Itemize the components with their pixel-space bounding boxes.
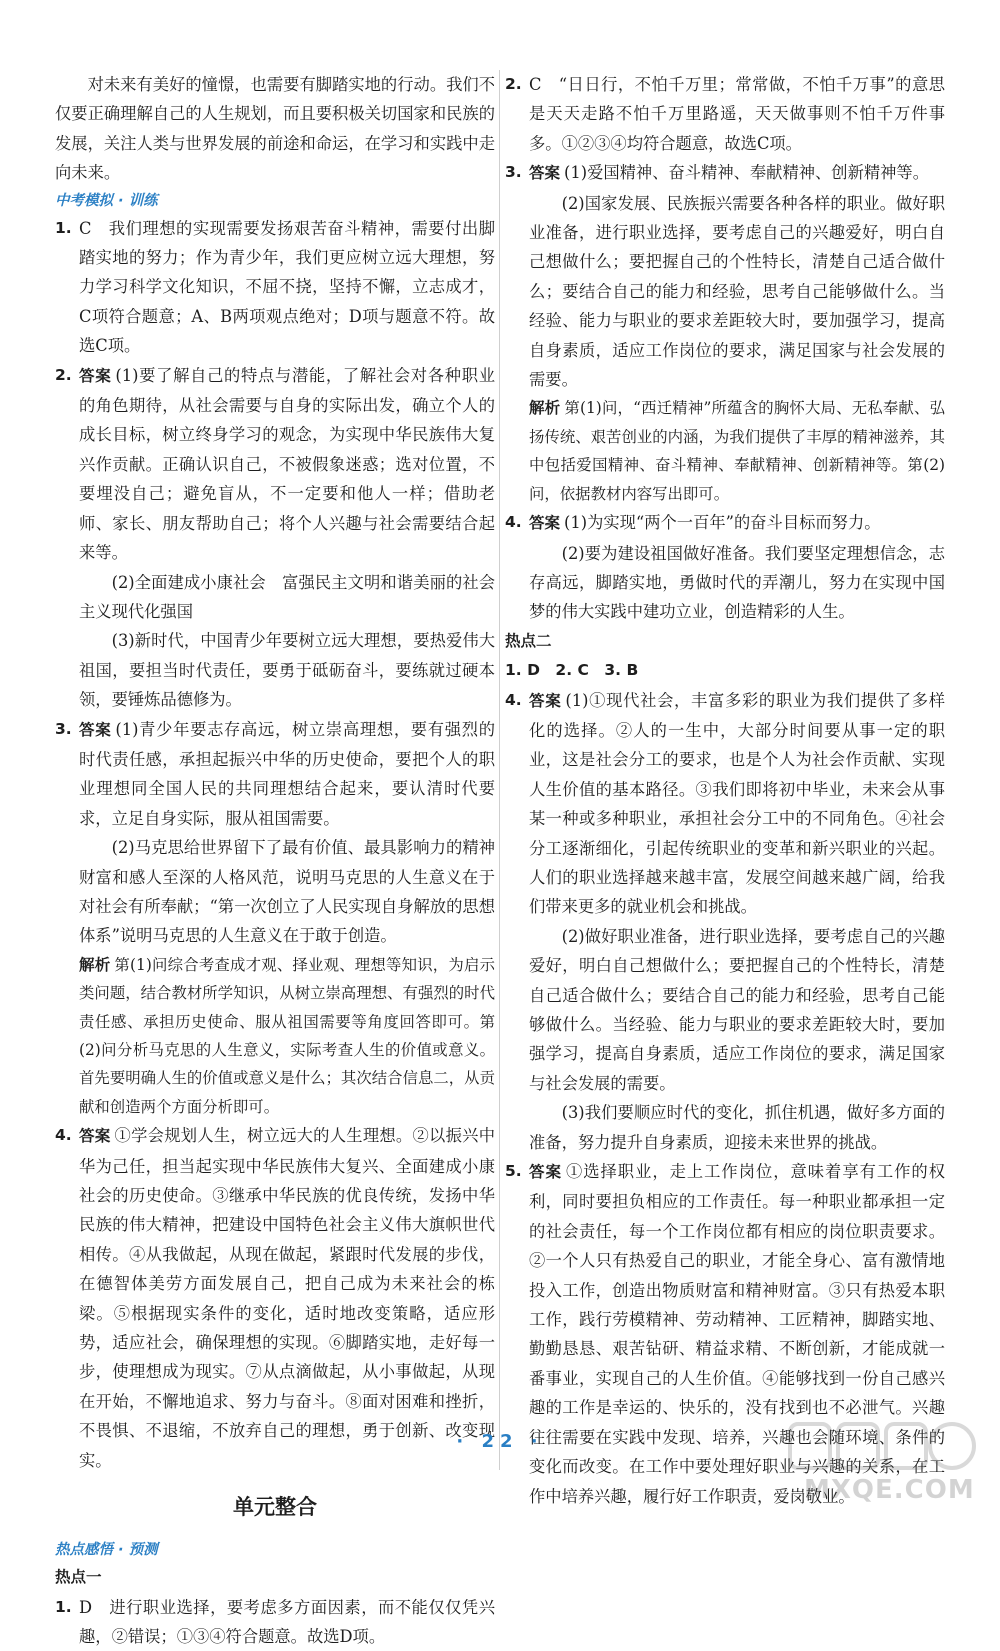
answer-part-1: (1)要了解自己的特点与潜能，了解社会对各种职业的角色期待，从社会需要与自身的实际出发，确立个人的成长目标，树立终身学习的观念，为实现中华民族伟大复兴作贡献。正确认识自己，不被假象迷惑；选对位置，不要埋没自己；避免盲从，不一定要和他人一样；借助老师、家长、朋友帮助自己；将个人兴趣与社会需要结合起来等。 bbox=[79, 366, 495, 562]
question-number: 4. bbox=[505, 508, 522, 537]
hot2-question-4 bbox=[505, 686, 945, 1158]
question-number: 5. bbox=[505, 1157, 522, 1186]
analysis bbox=[529, 394, 945, 508]
hot-question-2 bbox=[505, 70, 945, 158]
watermark bbox=[788, 1418, 978, 1508]
multiple-choice-answers: 1. D 2. C 3. B bbox=[505, 656, 945, 685]
question-number: 1. bbox=[55, 214, 72, 243]
answer-label: 答案 bbox=[529, 164, 560, 182]
analysis-label: 解析 bbox=[79, 956, 110, 974]
answer-label: 答案 bbox=[79, 721, 111, 739]
left-column bbox=[55, 70, 495, 1651]
watermark-text: MXQE.COM bbox=[804, 1476, 975, 1505]
answer-label: 答案 bbox=[529, 692, 561, 710]
unit-title: 单元整合 bbox=[55, 1481, 495, 1533]
analysis-body: 第(1)问，“西迁精神”所蕴含的胸怀大局、无私奉献、弘扬传统、艰苦创业的内涵，为我们提供了丰厚的精神滋养，其中包括爱国精神、奋斗精神、奉献精神、创新精神等。第(2)问，依据教材内容写出即可。 bbox=[529, 399, 945, 502]
question-body: C “日日行，不怕千万里；常常做，不怕千万事”的意思是天天走路不怕千万里路遥，天天做事则不怕千万件事多。①②③④均符合题意，故选C项。 bbox=[529, 75, 945, 153]
answer-part-1: (1)①现代社会，丰富多彩的职业为我们提供了多样化的选择。②人的一生中，大部分时间要从事一定的职业，这是社会分工的要求，也是个人为社会作贡献、实现人生价值的基本路径。③我们即将初中毕业，未来会从事某一种或多种职业，承担社会分工中的不同角色。④社会分工逐渐细化，引起传统职业的变革和新兴职业的兴起。人们的职业选择越来越丰富，发展空间越来越广阔，给我们带来更多的就业机会和挑战。 bbox=[529, 691, 945, 917]
question-number: 3. bbox=[505, 158, 522, 187]
section-tag-hot-topics: 热点感悟 · 预测 bbox=[55, 1537, 495, 1563]
question-number: 2. bbox=[505, 70, 522, 99]
answer-label: 答案 bbox=[529, 1163, 562, 1181]
question-body: C 我们理想的实现需要发扬艰苦奋斗精神，需要付出脚踏实地的努力；作为青少年，我们更应树立远大理想，努力学习科学文化知识，不屈不挠，坚持不懈，立志成才，C项符合题意；A、B两项观点绝对；D项与题意不符。故选C项。 bbox=[79, 219, 495, 356]
answer-part-1: (1)爱国精神、奋斗精神、奉献精神、创新精神等。 bbox=[564, 163, 929, 182]
question-1 bbox=[55, 214, 495, 361]
intro-paragraph: 对未来有美好的憧憬，也需要有脚踏实地的行动。我们不仅要正确理解自己的人生规划，而且要积极关切国家和民族的发展，关注人类与世界发展的前途和命运，在学习和实践中走向未来。 bbox=[55, 70, 495, 188]
question-number: 2. bbox=[55, 361, 72, 390]
hot-question-1 bbox=[55, 1593, 495, 1651]
answer-part-2: (2)做好职业准备，进行职业选择，要考虑自己的兴趣爱好，明白自己想做什么；要把握自己的个性特长，清楚自己适合做什么；要结合自己的能力和经验，思考自己能够做什么。当经验、能力与职业的要求差距较大时，要加强学习，提高自身素质，适应工作岗位的要求，满足国家与社会发展的需要。 bbox=[529, 922, 945, 1098]
hot-question-4 bbox=[505, 508, 945, 627]
analysis-body: 第(1)问综合考查成才观、择业观、理想等知识，为启示类问题，结合教材所学知识，从树立崇高理想、有强烈的时代责任感、承担历史使命、服从祖国需要等角度回答即可。第(2)问分析马克思的人生意义，实际考查人生的价值或意义。首先要明确人生的价值或意义是什么；其次结合信息二，从贡献和创造两个方面分析即可。 bbox=[79, 956, 495, 1116]
answer-part-1: (1)青少年要志存高远，树立崇高理想，要有强烈的时代责任感，承担起振兴中华的历史使命，要把个人的职业理想同全国人民的共同理想结合起来，要认清时代要求，立足自身实际，服从祖国需要。 bbox=[79, 720, 495, 828]
question-4 bbox=[55, 1121, 495, 1475]
answer-label: 答案 bbox=[79, 1127, 111, 1145]
answer-label: 答案 bbox=[529, 514, 560, 532]
answer-part-3: (3)我们要顺应时代的变化，抓住机遇，做好多方面的准备，努力提升自身素质，迎接未来世界的挑战。 bbox=[529, 1098, 945, 1157]
answer-part-3: (3)新时代，中国青少年要树立远大理想，要热爱伟大祖国，要担当时代责任，要勇于砥砺奋斗，要练就过硬本领，要锤炼品德修为。 bbox=[79, 626, 495, 714]
answer-part-2: (2)全面建成小康社会 富强民主文明和谐美丽的社会主义现代化强国 bbox=[79, 568, 495, 627]
answer-body: ①学会规划人生，树立远大的人生理想。②以振兴中华为己任，担当起实现中华民族伟大复兴、全面建成小康社会的历史使命。③继承中华民族的优良传统，发扬中华民族的伟大精神，把建设中国特色社会主义伟大旗帜世代相传。④从我做起，从现在做起，紧跟时代发展的步伐，在德智体美劳方面发展自己，把自己成为未来社会的栋梁。⑤根据现实条件的变化，适时地改变策略，适应形势，适应社会，确保理想的实现。⑥脚踏实地，走好每一步，使理想成为现实。⑦从点滴做起，从小事做起，从现在开始，不懈地追求、努力与奋斗。⑧面对困难和挫折，不畏惧、不退缩，不放弃自己的理想，勇于创新、改变现实。 bbox=[79, 1126, 495, 1469]
page-number: · 22 · bbox=[0, 1427, 1000, 1456]
question-number: 4. bbox=[55, 1121, 72, 1150]
answer-part-2: (2)马克思给世界留下了最有价值、最具影响力的精神财富和感人至深的人格风范，说明马克思的人生意义在于对社会有所奉献；“第一次创立了人民实现自身解放的思想体系”说明马克思的人生意义在于敢于创造。 bbox=[79, 833, 495, 951]
hot-topic-2-heading: 热点二 bbox=[505, 627, 945, 656]
question-2 bbox=[55, 361, 495, 715]
hot-topic-1-heading: 热点一 bbox=[55, 1563, 495, 1592]
answer-part-2: (2)国家发展、民族振兴需要各种各样的职业。做好职业准备，进行职业选择，要考虑自己的兴趣爱好，明白自己想做什么；要把握自己的个性特长，清楚自己适合做什么；要结合自己的能力和经验，思考自己能够做什么。当经验、能力与职业的要求差距较大时，要加强学习，提高自身素质，适应工作岗位的要求，满足国家与社会发展的需要。 bbox=[529, 189, 945, 395]
question-number: 4. bbox=[505, 686, 522, 715]
right-column bbox=[505, 70, 945, 1511]
analysis bbox=[79, 951, 495, 1121]
question-number: 3. bbox=[55, 715, 72, 744]
answer-body: ①选择职业，走上工作岗位，意味着享有工作的权利，同时要担负相应的工作责任。每一种职业都承担一定的社会责任，每一个工作岗位都有相应的岗位职责要求。②一个人只有热爱自己的职业，才能全身心、富有激情地投入工作，创造出物质财富和精神财富。③只有热爱本职工作，践行劳模精神、劳动精神、工匠精神，脚踏实地、勤勤恳恳、艰苦钻研、精益求精、不断创新，才能成就一番事业，实现自己的人生价值。④能够找到一份自己感兴趣的工作是幸运的、快乐的，没有找到也不必泄气。兴趣往往需要在实践中发现、培养，兴趣也会随环境、条件的变化而改变。在工作中要处理好职业与兴趣的关系，在工作中培养兴趣，履行好工作职责，爱岗敬业。 bbox=[529, 1162, 945, 1505]
analysis-label: 解析 bbox=[529, 399, 560, 417]
hot-question-3 bbox=[505, 158, 945, 508]
answer-label: 答案 bbox=[79, 367, 111, 385]
answer-part-2: (2)要为建设祖国做好准备。我们要坚定理想信念，志存高远，脚踏实地，勇做时代的弄潮儿，努力在实现中国梦的伟大实践中建功立业，创造精彩的人生。 bbox=[529, 539, 945, 627]
question-3 bbox=[55, 715, 495, 1122]
answer-part-1: (1)为实现“两个一百年”的奋斗目标而努力。 bbox=[564, 513, 881, 532]
question-number: 1. bbox=[55, 1593, 72, 1622]
question-body: D 进行职业选择，要考虑多方面因素，而不能仅仅凭兴趣，②错误；①③④符合题意。故选D项。 bbox=[79, 1598, 495, 1646]
section-tag-exam-sim: 中考模拟 · 训练 bbox=[55, 188, 495, 214]
watermark-logo-icon bbox=[788, 1418, 978, 1474]
